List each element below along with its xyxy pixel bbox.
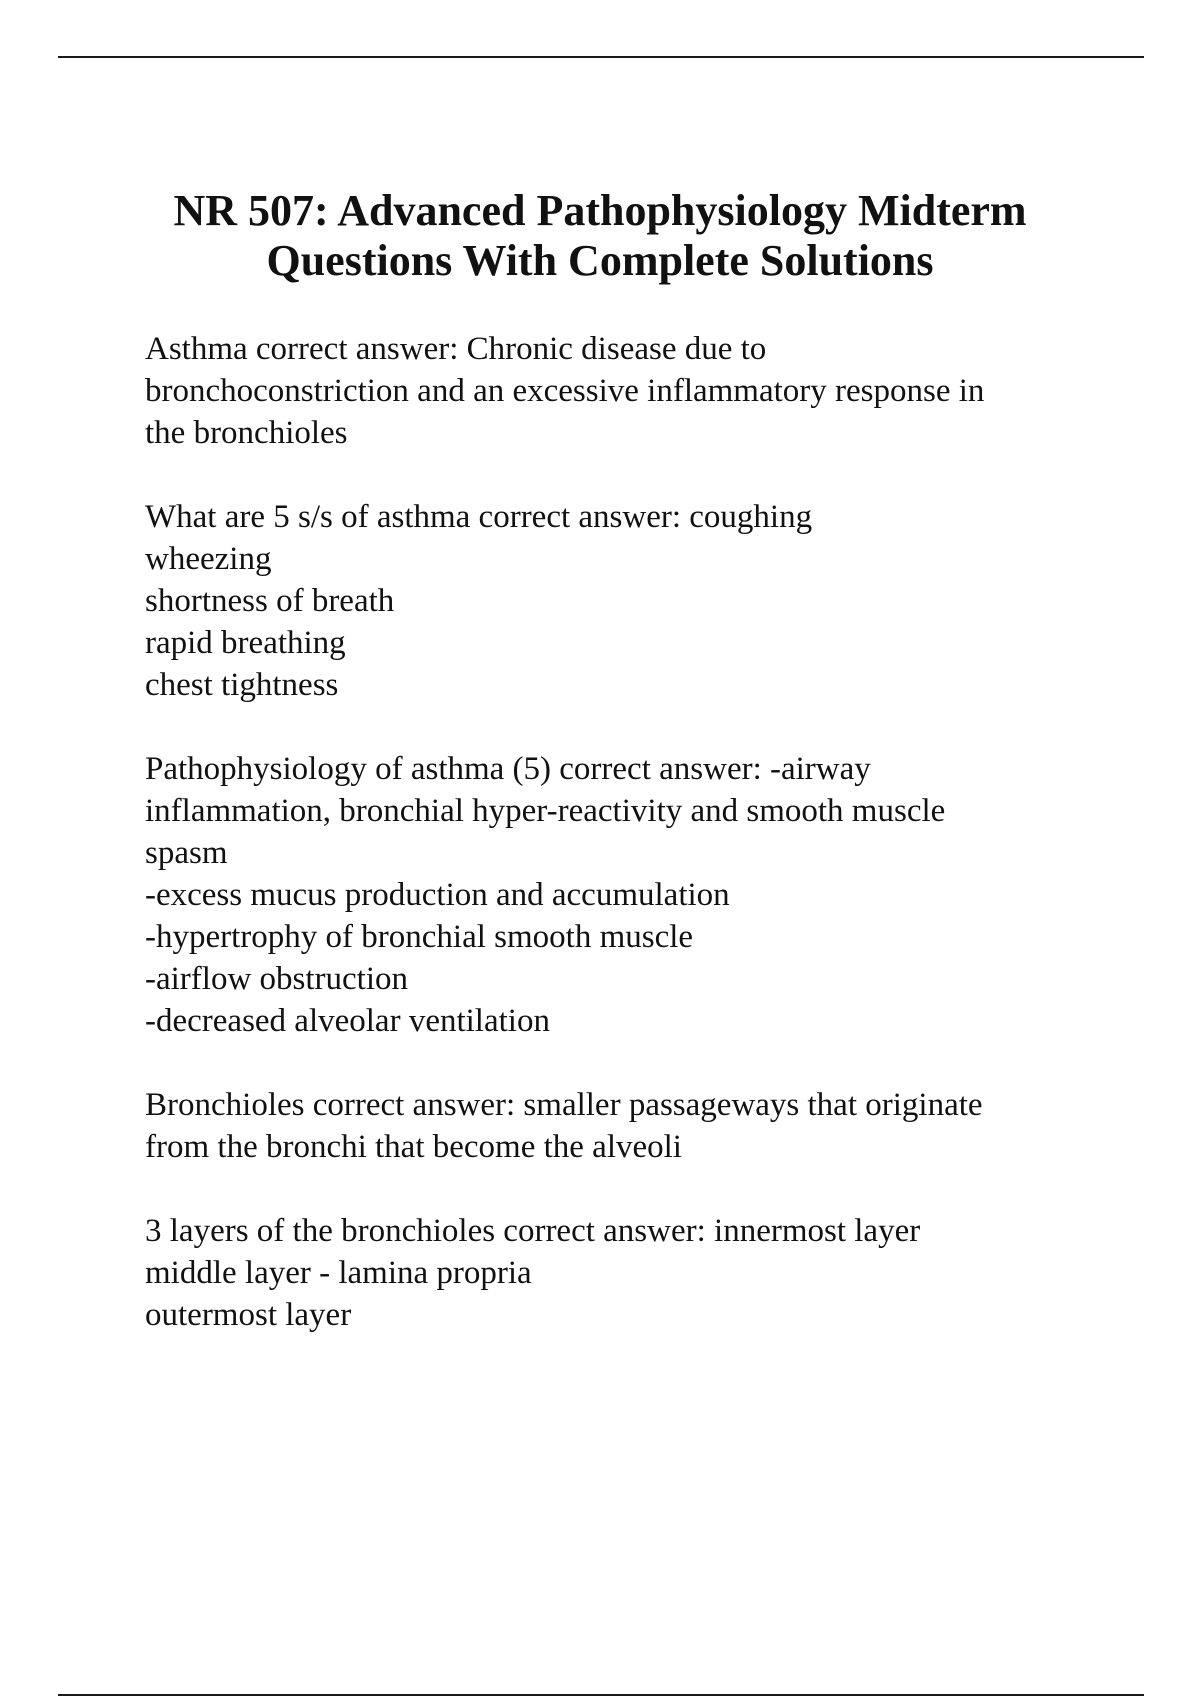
document-title: [60, 186, 1140, 286]
title-line-2: Questions With Complete Solutions: [266, 236, 934, 285]
top-divider: [58, 56, 1144, 58]
qa-line: shortness of breath: [145, 583, 395, 619]
qa-line: wheezing: [145, 541, 272, 577]
qa-line: middle layer - lamina propria: [145, 1255, 532, 1291]
qa-line: Pathophysiology of asthma (5) correct answer: -airway: [145, 751, 871, 787]
title-line-1: NR 507: Advanced Pathophysiology Midterm: [173, 186, 1027, 235]
qa-line: inflammation, bronchial hyper-reactivity and smooth muscle: [145, 793, 946, 829]
qa-line: -excess mucus production and accumulation: [145, 877, 730, 913]
qa-line: bronchoconstriction and an excessive inflammatory response in: [145, 373, 985, 409]
bottom-divider: [58, 1694, 1144, 1696]
qa-line: chest tightness: [145, 667, 339, 703]
qa-list: [145, 328, 1155, 1378]
qa-line: from the bronchi that become the alveoli: [145, 1129, 682, 1165]
qa-line: -decreased alveolar ventilation: [145, 1003, 550, 1039]
qa-line: Asthma correct answer: Chronic disease due to: [145, 331, 767, 367]
qa-line: 3 layers of the bronchioles correct answer: innermost layer: [145, 1213, 921, 1249]
qa-line: -airflow obstruction: [145, 961, 409, 997]
qa-line: rapid breathing: [145, 625, 346, 661]
qa-entry-asthma: [145, 328, 1155, 454]
qa-line: Bronchioles correct answer: smaller passageways that originate: [145, 1087, 983, 1123]
qa-line: spasm: [145, 835, 228, 871]
qa-line: outermost layer: [145, 1297, 352, 1333]
qa-line: -hypertrophy of bronchial smooth muscle: [145, 919, 694, 955]
qa-entry-asthma-pathophysiology: [145, 748, 1155, 1042]
qa-entry-bronchioles: [145, 1084, 1155, 1168]
qa-line: What are 5 s/s of asthma correct answer: coughing: [145, 499, 813, 535]
qa-line: the bronchioles: [145, 415, 348, 451]
qa-entry-bronchiole-layers: [145, 1210, 1155, 1336]
qa-entry-asthma-symptoms: [145, 496, 1155, 706]
